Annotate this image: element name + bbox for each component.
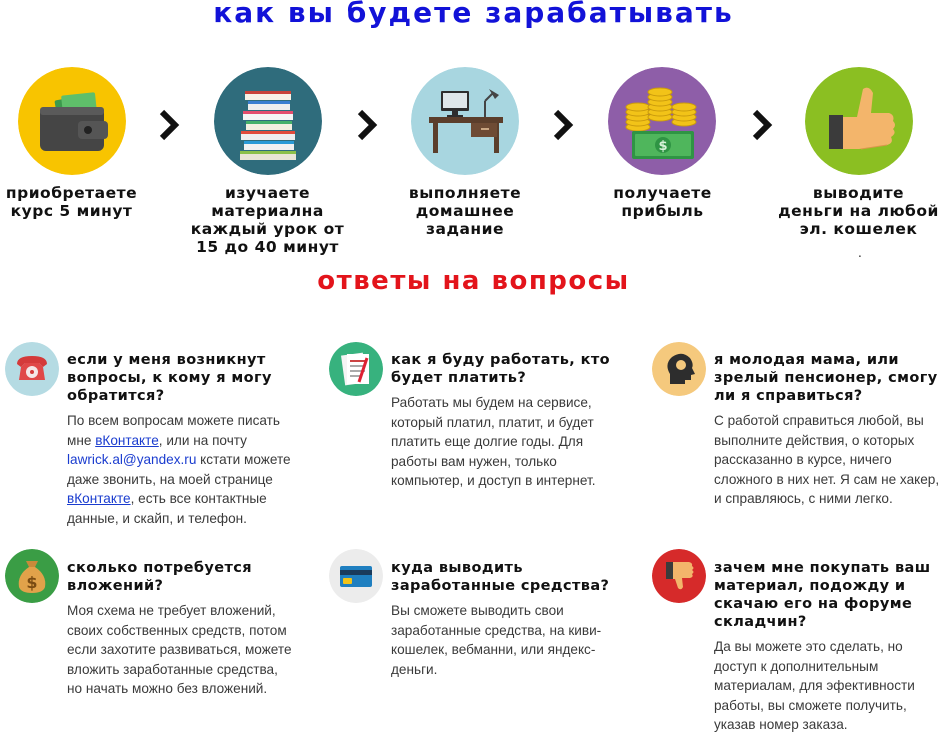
step-label: изучаете материална каждый урок от 15 до 40 минут — [190, 184, 345, 256]
wallet-icon — [18, 67, 126, 175]
step-label: выводите деньги на любой эл. кошелек — [778, 184, 939, 238]
faq-question: как я буду работать, кто будет платить? — [391, 352, 611, 386]
faq-answer: С работой справиться любой, вы выполните действия, о которых рассказанно в курсе, ничего сложного в них нет. Я сам не хакер, и справляюсь, с ними легко. — [714, 413, 940, 506]
faq-answer: Вы сможете выводить свои заработанные средства, на киви- кошелек, вебманни, или яндекс- деньги. — [391, 603, 602, 677]
faq-question: куда выводить заработанные средства? — [391, 560, 610, 594]
svg-text:$: $ — [658, 139, 668, 154]
chevron-right-icon — [158, 108, 180, 142]
faq-question: если у меня возникнут вопросы, к кому я могу обратится? — [67, 352, 272, 404]
step-label: приобретаете курс 5 минут — [5, 184, 138, 220]
coins-icon — [608, 67, 716, 175]
faq-answer: Моя схема не требует вложений, своих собственных средств, потом если захотите развиваться, можете вложить заработанные средства, но начать можно без вложений. — [67, 603, 292, 696]
faq-answer: Да вы можете это сделать, но доступ к дополнительным материалам, для эфективности работы, вы сможете получить, указав номер заказа. — [714, 639, 915, 732]
svg-text:$: $ — [26, 573, 38, 592]
vkontakte-link[interactable]: вКонтакте — [67, 491, 131, 506]
document-icon — [329, 342, 383, 396]
credit-card-icon — [329, 549, 383, 603]
stray-dot: . — [858, 246, 862, 260]
thumbs-down-icon — [652, 549, 706, 603]
head-icon — [652, 342, 706, 396]
chevron-right-icon — [552, 108, 574, 142]
faq-title: ответы на вопросы — [317, 266, 630, 296]
phone-icon — [5, 342, 59, 396]
step-label: выполняете домашнее задание — [408, 184, 522, 238]
thumbs-up-icon — [805, 67, 913, 175]
email-link[interactable]: lawrick.al@yandex.ru — [67, 452, 197, 467]
vkontakte-link[interactable]: вКонтакте — [95, 432, 159, 448]
books-icon — [214, 67, 322, 175]
chevron-right-icon — [751, 108, 773, 142]
chevron-right-icon — [356, 108, 378, 142]
faq-answer: По всем вопросам можете писать мне вКонтакте, или на почту lawrick.al@yandex.ru кстати можете даже звонить, на моей странице вКонтакте, есть все контактные данные, и скайп, и телефон. — [67, 413, 291, 526]
faq-question: зачем мне покупать ваш материал, подожду и скачаю его на форуме складчин? — [714, 560, 931, 630]
money-bag-icon — [5, 549, 59, 603]
faq-question: сколько потребуется вложений? — [67, 560, 252, 594]
desk-icon — [411, 67, 519, 175]
step-label: получаете прибыль — [613, 184, 712, 220]
faq-question: я молодая мама, или зрелый пенсионер, смогу ли я справиться? — [714, 352, 938, 404]
page-title: как вы будете зарабатывать — [213, 0, 734, 29]
faq-answer: Работать мы будем на сервисе, который платил, платит, и будет платить еще долгие годы. Для работы вам нужен, только компьютер, и доступ в интернет. — [391, 395, 596, 488]
